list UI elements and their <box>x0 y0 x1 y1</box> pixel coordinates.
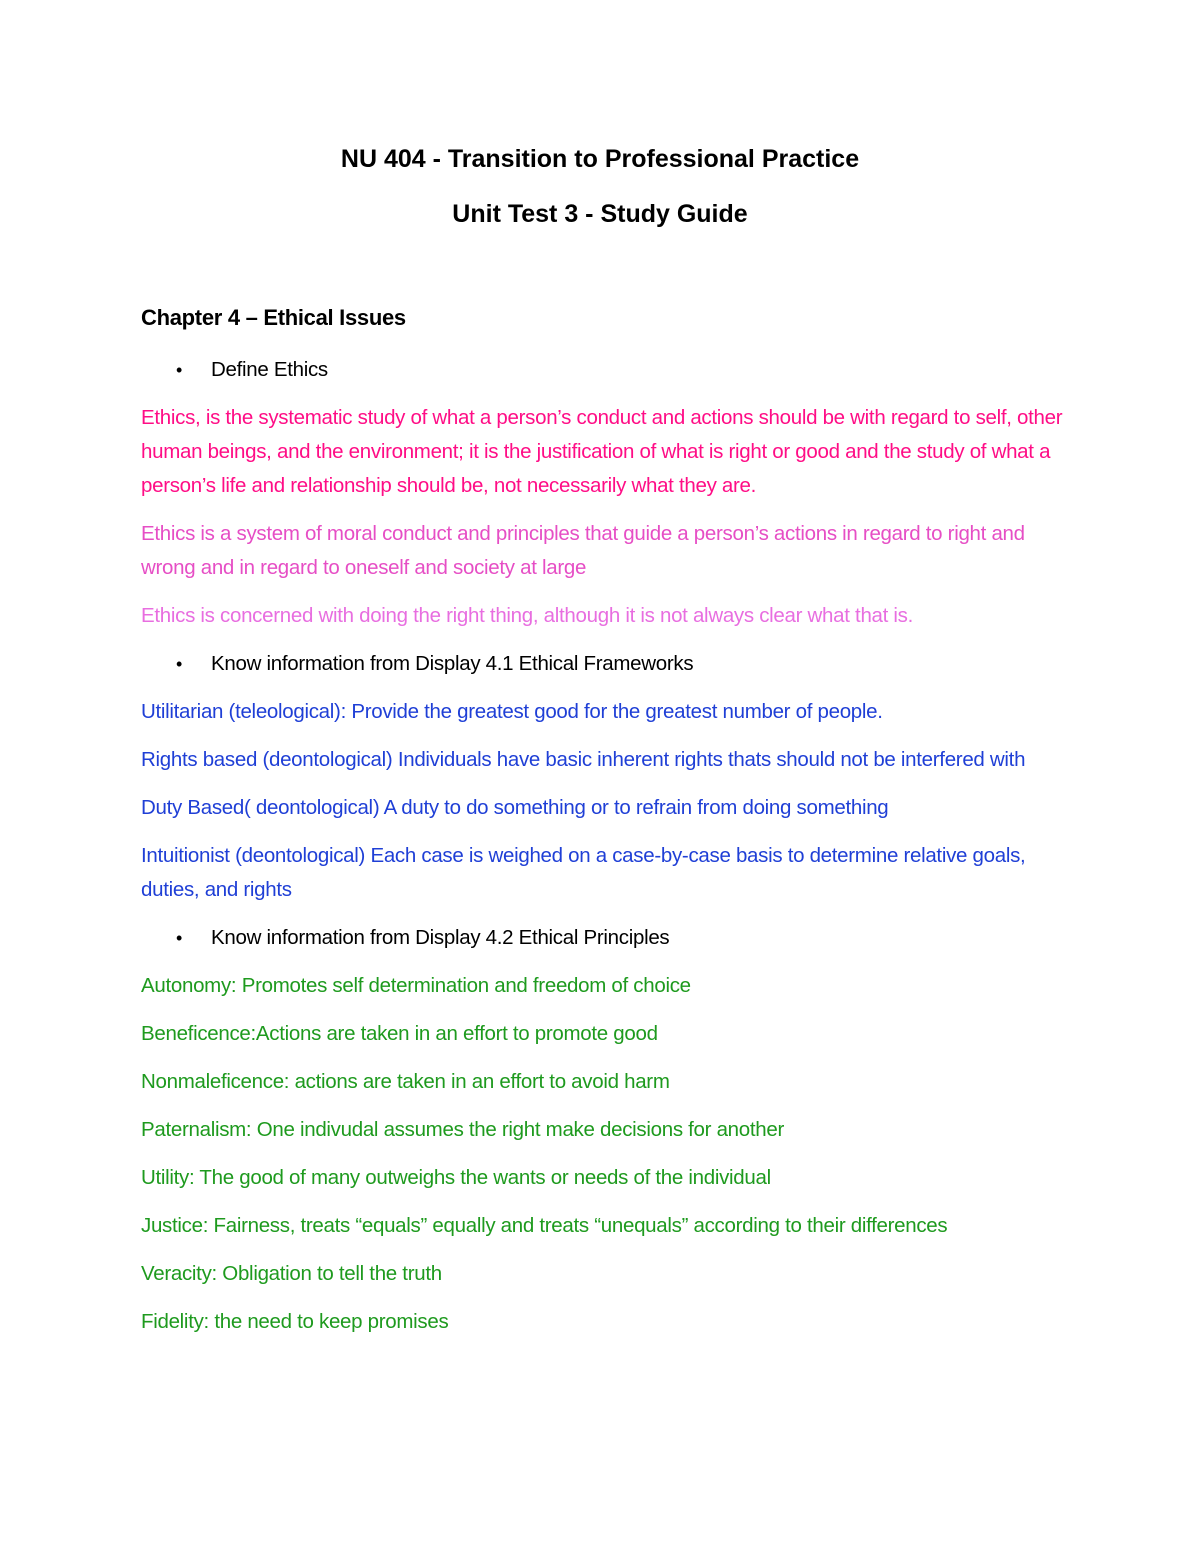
framework-utilitarian: Utilitarian (teleological): Provide the greatest good for the greatest number of people. <box>141 700 883 723</box>
principle-justice: Justice: Fairness, treats “equals” equally and treats “unequals” according to their differences <box>141 1214 948 1237</box>
framework-duty-based: Duty Based( deontological) A duty to do something or to refrain from doing something <box>141 796 889 819</box>
bullet-define-ethics <box>141 353 1081 387</box>
bullet-ethical-frameworks <box>141 647 1081 681</box>
bullet-icon: • <box>176 928 183 948</box>
principle-nonmaleficence: Nonmaleficence: actions are taken in an effort to avoid harm <box>141 1070 670 1093</box>
document-body <box>141 301 1081 1353</box>
bullet-label: Define Ethics <box>211 358 328 381</box>
bullet-icon: • <box>176 654 183 674</box>
document-title: NU 404 - Transition to Professional Practice <box>340 145 860 173</box>
bullet-ethical-principles <box>141 921 1081 955</box>
ethics-definition-2: Ethics is a system of moral conduct and principles that guide a person’s actions in regard to right and wrong and in regard to oneself and society at large <box>141 522 1025 579</box>
principle-utility: Utility: The good of many outweighs the wants or needs of the individual <box>141 1166 771 1189</box>
principle-veracity: Veracity: Obligation to tell the truth <box>141 1262 442 1285</box>
chapter-heading: Chapter 4 – Ethical Issues <box>141 305 406 330</box>
bullet-icon: • <box>176 360 183 380</box>
principle-beneficence: Beneficence:Actions are taken in an effort to promote good <box>141 1022 658 1045</box>
ethics-definition-3: Ethics is concerned with doing the right thing, although it is not always clear what that is. <box>141 604 914 627</box>
ethics-definition-1: Ethics, is the systematic study of what a person’s conduct and actions should be with regard to self, other human beings, and the environment; it is the justification of what is right or good and the study of what a person’s life and relationship should be, not necessarily what they are. <box>141 406 1063 497</box>
document-subtitle: Unit Test 3 - Study Guide <box>452 200 748 228</box>
bullet-label: Know information from Display 4.1 Ethical Frameworks <box>211 652 694 675</box>
framework-rights-based: Rights based (deontological) Individuals have basic inherent rights thats should not be interfered with <box>141 748 1026 771</box>
principle-paternalism: Paternalism: One indivudal assumes the right make decisions for another <box>141 1118 785 1141</box>
framework-intuitionist: Intuitionist (deontological) Each case is weighed on a case-by-case basis to determine relative goals, duties, and rights <box>141 844 1026 901</box>
bullet-label: Know information from Display 4.2 Ethical Principles <box>211 926 670 949</box>
principle-fidelity: Fidelity: the need to keep promises <box>141 1310 449 1333</box>
principle-autonomy: Autonomy: Promotes self determination and freedom of choice <box>141 974 691 997</box>
